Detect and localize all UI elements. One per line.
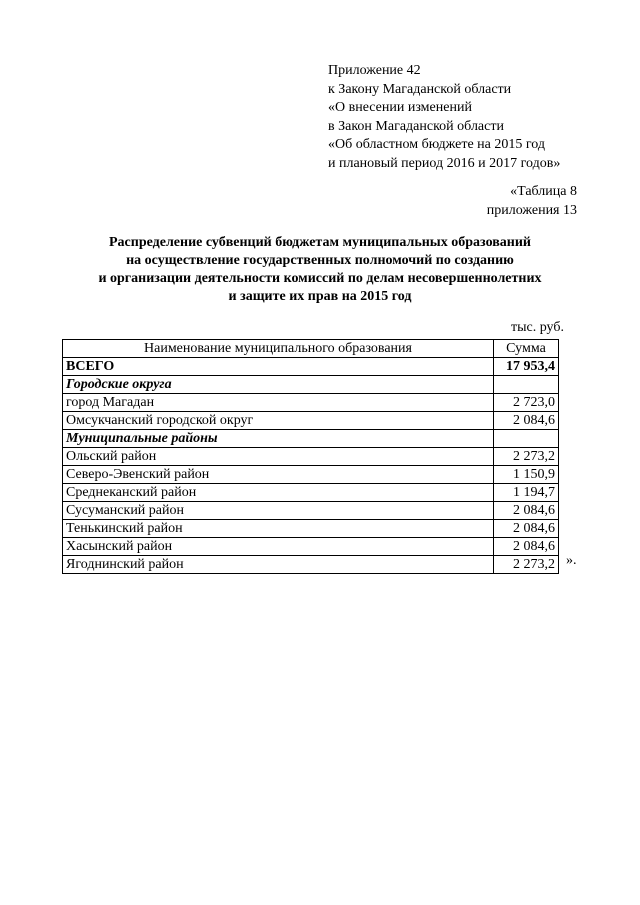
total-value: 17 953,4 <box>494 358 559 376</box>
title-line: на осуществление государственных полномочий по созданию <box>126 253 514 268</box>
units-label: тыс. руб. <box>511 320 564 335</box>
closing-quote: ». <box>566 553 577 568</box>
municipality-sum <box>494 430 559 448</box>
header-name: Наименование муниципального образования <box>63 340 494 358</box>
group-row <box>63 376 559 394</box>
total-row <box>63 358 559 376</box>
municipality-sum: 1 150,9 <box>494 466 559 484</box>
appendix-line: «Об областном бюджете на 2015 год <box>328 137 545 152</box>
title-line: и организации деятельности комиссий по делам несовершеннолетних <box>98 271 542 286</box>
municipality-sum: 2 273,2 <box>494 556 559 574</box>
municipality-sum: 2 084,6 <box>494 520 559 538</box>
table-reference <box>487 183 577 220</box>
table-row <box>63 538 559 556</box>
municipality-sum: 2 723,0 <box>494 394 559 412</box>
group-row <box>63 430 559 448</box>
title-line: и защите их прав на 2015 год <box>228 289 412 304</box>
table-row <box>63 484 559 502</box>
municipality-name: Среднеканский район <box>63 484 494 502</box>
municipality-name: Хасынский район <box>63 538 494 556</box>
header-sum: Сумма <box>494 340 559 358</box>
municipality-sum: 2 084,6 <box>494 538 559 556</box>
appendix-line: «О внесении изменений <box>328 100 472 115</box>
table-ref-line: «Таблица 8 <box>510 184 577 199</box>
municipality-name: Сусуманский район <box>63 502 494 520</box>
table-ref-line: приложения 13 <box>486 202 577 218</box>
municipality-name: Ягоднинский район <box>63 556 494 574</box>
municipality-sum: 1 194,7 <box>494 484 559 502</box>
municipality-sum <box>494 376 559 394</box>
table-row <box>63 520 559 538</box>
municipality-name: Омсукчанский городской округ <box>63 412 494 430</box>
table-row <box>63 448 559 466</box>
appendix-line: к Закону Магаданской области <box>328 81 512 97</box>
table-row <box>63 466 559 484</box>
municipality-name: Муниципальные районы <box>63 430 494 448</box>
total-label: ВСЕГО <box>63 358 494 376</box>
municipality-name: Северо-Эвенский район <box>63 466 494 484</box>
municipality-name: город Магадан <box>63 394 494 412</box>
table-header-row <box>63 340 559 358</box>
table-row <box>63 412 559 430</box>
document-title <box>60 234 580 306</box>
subvention-table <box>62 339 559 574</box>
municipality-name: Тенькинский район <box>63 520 494 538</box>
title-line: Распределение субвенций бюджетам муниципальных образований <box>109 235 531 250</box>
municipality-name: Городские округа <box>63 376 494 394</box>
municipality-name: Ольский район <box>63 448 494 466</box>
municipality-sum: 2 273,2 <box>494 448 559 466</box>
table-row <box>63 394 559 412</box>
municipality-sum: 2 084,6 <box>494 412 559 430</box>
table-row <box>63 502 559 520</box>
municipality-sum: 2 084,6 <box>494 502 559 520</box>
appendix-reference <box>328 62 560 173</box>
appendix-line: Приложение 42 <box>328 63 421 78</box>
table-row <box>63 556 559 574</box>
appendix-line: и плановый период 2016 и 2017 годов» <box>328 155 561 171</box>
appendix-line: в Закон Магаданской области <box>328 118 504 134</box>
